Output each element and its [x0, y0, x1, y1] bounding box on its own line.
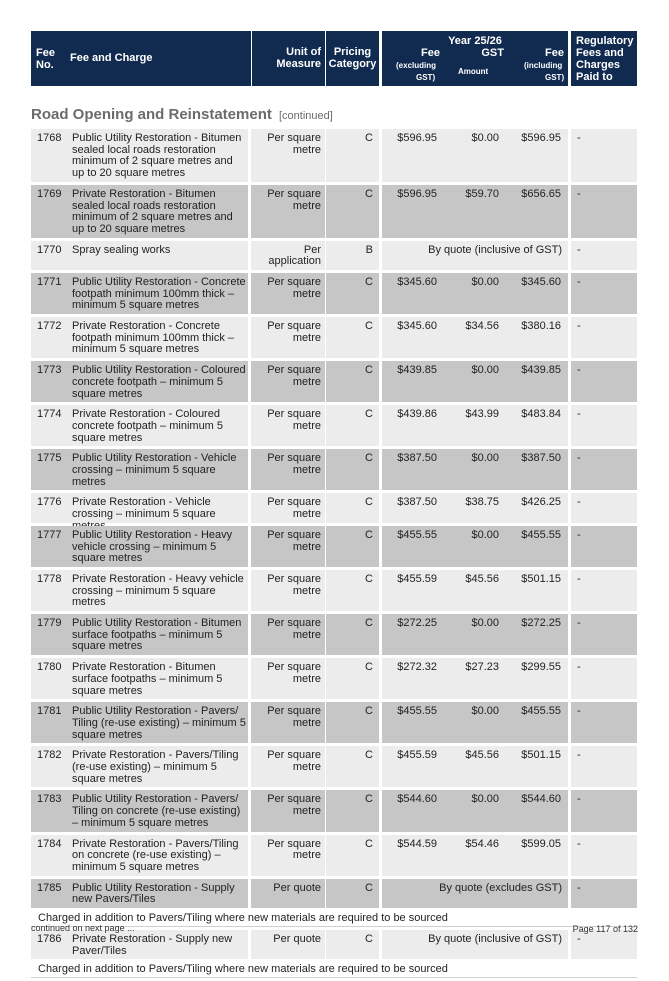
fee-incl-gst: $501.15 [521, 749, 561, 762]
pricing-category: C [326, 614, 379, 655]
gst-amount: $0.00 [471, 132, 499, 144]
table-row [31, 273, 637, 314]
fee-excl-gst: $387.50 [397, 496, 437, 509]
pricing-category: C [326, 570, 379, 611]
pricing-category: C [326, 493, 379, 522]
fee-description: Private Restoration - Bitumen surface footpaths – minimum 5 square metres [68, 658, 248, 699]
fee-incl-gst: $272.25 [521, 617, 561, 630]
row-note: Charged in addition to Pavers/Tiling where new materials are required to be sourced [31, 908, 637, 927]
year-values [382, 790, 568, 831]
fee-number: 1782 [31, 746, 68, 787]
gst-amount: $45.56 [465, 749, 499, 762]
regulatory-value: - [571, 241, 637, 270]
fee-excl-gst: $596.95 [397, 132, 437, 144]
fee-excl-gst: $455.55 [397, 528, 437, 541]
header-fee-incl-sub2: GST) [545, 73, 565, 82]
quote-text: By quote (inclusive of GST) [428, 932, 562, 945]
table-row [31, 570, 637, 611]
fee-description: Public Utility Restoration - Supply new Pavers/Tiles [68, 879, 248, 908]
unit-of-measure: Per quote [251, 930, 325, 959]
year-values [382, 930, 568, 959]
regulatory-value: - [571, 185, 637, 238]
regulatory-value: - [571, 879, 637, 908]
gst-amount: $43.99 [465, 408, 499, 421]
fee-description: Spray sealing works [68, 241, 248, 270]
pricing-category: B [326, 241, 379, 270]
fee-excl-gst: $387.50 [397, 452, 437, 465]
pricing-category: C [326, 702, 379, 743]
year-values [382, 317, 568, 358]
fee-incl-gst: $599.05 [521, 837, 561, 850]
year-values [382, 746, 568, 787]
header-year: Year 25/26 [448, 35, 502, 47]
header-pricing-line1: Pricing [333, 46, 372, 58]
fee-excl-gst: $596.95 [397, 187, 437, 200]
regulatory-value: - [571, 570, 637, 611]
fee-incl-gst: $439.85 [521, 364, 561, 377]
regulatory-value: - [571, 702, 637, 743]
fee-description: Private Restoration - Bitumen sealed local roads restoration minimum of 2 square metres and up to 20 square metres [68, 185, 248, 238]
regulatory-value: - [571, 361, 637, 402]
section-continued: [continued] [279, 110, 333, 122]
fee-table [31, 129, 637, 981]
year-values [382, 879, 568, 908]
footer-page-number: Page 117 of 132 [572, 924, 638, 934]
fee-excl-gst: $544.60 [397, 793, 437, 806]
pricing-category: C [326, 317, 379, 358]
year-values [382, 361, 568, 402]
pricing-category: C [326, 746, 379, 787]
unit-of-measure: Per square metre [251, 614, 325, 655]
regulatory-value: - [571, 746, 637, 787]
pricing-category: C [326, 658, 379, 699]
regulatory-value: - [571, 493, 637, 522]
year-values [382, 129, 568, 182]
row-note: Charged in addition to Pavers/Tiling where new materials are required to be sourced [31, 959, 637, 978]
fee-excl-gst: $544.59 [397, 837, 437, 850]
header-fee-incl-sub1: (including [524, 61, 563, 70]
fee-number: 1778 [31, 570, 68, 611]
fee-incl-gst: $483.84 [521, 408, 561, 421]
pricing-category: C [326, 930, 379, 959]
fee-description: Private Restoration - Heavy vehicle crossing – minimum 5 square metres [68, 570, 248, 611]
fee-number: 1772 [31, 317, 68, 358]
unit-of-measure: Per square metre [251, 361, 325, 402]
fee-excl-gst: $345.60 [397, 275, 437, 288]
header-year-group [382, 31, 568, 86]
header-fee-excl-sub2: GST) [416, 73, 436, 82]
header-fee-excl: Fee [421, 47, 440, 59]
fee-description: Private Restoration - Pavers/Tiling on concrete (re-use existing) – minimum 5 square metres [68, 835, 248, 876]
fee-number: 1774 [31, 405, 68, 446]
year-values [382, 614, 568, 655]
table-row [31, 614, 637, 655]
fee-description: Public Utility Restoration - Pavers/ Tiling on concrete (re-use existing) – minimum 5 square metres [68, 790, 248, 831]
fee-incl-gst: $426.25 [521, 496, 561, 509]
year-values [382, 570, 568, 611]
fee-incl-gst: $387.50 [521, 452, 561, 465]
header-fee-excl-sub1: (excluding [396, 61, 437, 70]
year-values [382, 405, 568, 446]
regulatory-value: - [571, 273, 637, 314]
fee-number: 1769 [31, 185, 68, 238]
pricing-category: C [326, 835, 379, 876]
header-fee-and-charge: Fee and Charge [66, 31, 251, 86]
fee-number: 1771 [31, 273, 68, 314]
table-row [31, 835, 637, 876]
year-values [382, 835, 568, 876]
fee-excl-gst: $345.60 [397, 320, 437, 333]
regulatory-value: - [571, 317, 637, 358]
unit-of-measure: Per square metre [251, 273, 325, 314]
fee-incl-gst: $380.16 [521, 320, 561, 333]
header-fee-incl: Fee [545, 47, 564, 59]
gst-amount: $0.00 [471, 364, 499, 377]
unit-of-measure: Per square metre [251, 185, 325, 238]
table-row [31, 185, 637, 238]
unit-of-measure: Per square metre [251, 835, 325, 876]
header-fee-no-line2: No. [36, 59, 54, 71]
table-row [31, 702, 637, 743]
pricing-category: C [326, 526, 379, 567]
fee-number: 1781 [31, 702, 68, 743]
unit-of-measure: Per square metre [251, 449, 325, 490]
regulatory-value: - [571, 449, 637, 490]
year-values [382, 526, 568, 567]
pricing-category: C [326, 879, 379, 908]
gst-amount: $0.00 [471, 793, 499, 806]
header-fee-no [31, 31, 66, 86]
pricing-category: C [326, 129, 379, 182]
unit-of-measure: Per square metre [251, 790, 325, 831]
fee-excl-gst: $272.32 [397, 661, 437, 674]
header-fee-no-line1: Fee [36, 47, 55, 59]
table-header [31, 31, 637, 86]
table-row [31, 526, 637, 567]
table-row [31, 930, 637, 959]
gst-amount: $38.75 [465, 496, 499, 509]
fee-incl-gst: $299.55 [521, 661, 561, 674]
fee-description: Private Restoration - Coloured concrete footpath – minimum 5 square metres [68, 405, 248, 446]
fee-description: Private Restoration - Vehicle crossing – minimum 5 square [68, 493, 248, 522]
fee-excl-gst: $455.59 [397, 749, 437, 762]
pricing-category: C [326, 405, 379, 446]
gst-amount: $59.70 [465, 187, 499, 200]
fee-number: 1780 [31, 658, 68, 699]
gst-amount: $27.23 [465, 661, 499, 674]
year-values [382, 449, 568, 490]
table-row [31, 879, 637, 908]
fee-description: Public Utility Restoration - Coloured concrete footpath – minimum 5 square metres [68, 361, 248, 402]
table-row [31, 241, 637, 270]
fee-description: Private Restoration - Concrete footpath minimum 100mm thick – minimum 5 square metres [68, 317, 248, 358]
fee-number: 1786 [31, 930, 68, 959]
regulatory-value: - [571, 930, 637, 959]
unit-of-measure: Per square metre [251, 129, 325, 182]
header-unit-line1: Unit of [286, 46, 321, 58]
gst-amount: $34.56 [465, 320, 499, 333]
unit-of-measure: Per square metre [251, 317, 325, 358]
table-row [31, 790, 637, 831]
unit-of-measure: Per quote [251, 879, 325, 908]
gst-amount: $45.56 [465, 572, 499, 585]
table-row [31, 449, 637, 490]
header-unit-line2: Measure [276, 58, 321, 70]
section-title: Road Opening and Reinstatement [31, 106, 272, 123]
year-values [382, 241, 568, 270]
fee-description: Public Utility Restoration - Pavers/ Tiling (re-use existing) – minimum 5 square metres [68, 702, 248, 743]
unit-of-measure: Per square metre [251, 658, 325, 699]
regulatory-value: - [571, 835, 637, 876]
fee-number: 1777 [31, 526, 68, 567]
fee-excl-gst: $439.85 [397, 364, 437, 377]
fee-incl-gst: $501.15 [521, 572, 561, 585]
unit-of-measure: Per square metre [251, 405, 325, 446]
table-row [31, 129, 637, 182]
gst-amount: $54.46 [465, 837, 499, 850]
year-values [382, 658, 568, 699]
fee-incl-gst: $544.60 [521, 793, 561, 806]
fee-number: 1783 [31, 790, 68, 831]
pricing-category: C [326, 790, 379, 831]
fee-number: 1779 [31, 614, 68, 655]
header-regulatory-line3: Charges [576, 59, 621, 71]
fee-description: Public Utility Restoration - Heavy vehicle crossing – minimum 5 square metres [68, 526, 248, 567]
pricing-category: C [326, 273, 379, 314]
fee-number: 1776 [31, 493, 68, 522]
unit-of-measure: Per square metre [251, 493, 325, 522]
fee-description: Public Utility Restoration - Bitumen sealed local roads restoration minimum of 2 square metres and up to 20 square metres [68, 129, 248, 182]
header-gst-sub: Amount [458, 67, 489, 76]
header-unit-of-measure [252, 31, 325, 86]
header-regulatory-line2: Fees and [576, 47, 624, 59]
fee-description: Private Restoration - Pavers/Tiling (re-use existing) – minimum 5 square metres [68, 746, 248, 787]
regulatory-value: - [571, 129, 637, 182]
regulatory-value: - [571, 658, 637, 699]
fee-excl-gst: $455.59 [397, 572, 437, 585]
fee-excl-gst: $272.25 [397, 617, 437, 630]
header-pricing-category [326, 31, 379, 86]
year-values [382, 185, 568, 238]
unit-of-measure: Per application [251, 241, 325, 270]
fee-incl-gst: $455.55 [521, 528, 561, 541]
table-row [31, 405, 637, 446]
fee-number: 1773 [31, 361, 68, 402]
header-regulatory-line4: Paid to [576, 71, 613, 83]
year-values [382, 493, 568, 522]
fee-number: 1768 [31, 129, 68, 182]
fee-incl-gst: $596.95 [521, 132, 561, 144]
regulatory-value: - [571, 614, 637, 655]
regulatory-value: - [571, 790, 637, 831]
fee-description: Public Utility Restoration - Vehicle crossing – minimum 5 square metres [68, 449, 248, 490]
table-row [31, 658, 637, 699]
header-pricing-line2: Category [328, 58, 377, 70]
unit-of-measure: Per square metre [251, 702, 325, 743]
unit-of-measure: Per square metre [251, 746, 325, 787]
header-regulatory [571, 31, 637, 86]
fee-incl-gst: $455.55 [521, 705, 561, 718]
table-row [31, 317, 637, 358]
year-values [382, 273, 568, 314]
regulatory-value: - [571, 405, 637, 446]
footer-continued: continued on next page ... [31, 923, 135, 933]
fee-number: 1784 [31, 835, 68, 876]
fee-description: Public Utility Restoration - Concrete footpath minimum 100mm thick – minimum 5 square metres [68, 273, 248, 314]
quote-text: By quote (excludes GST) [439, 881, 562, 894]
fee-number: 1775 [31, 449, 68, 490]
gst-amount: $0.00 [471, 275, 499, 288]
pricing-category: C [326, 185, 379, 238]
fee-incl-gst: $656.65 [521, 187, 561, 200]
fee-number: 1770 [31, 241, 68, 270]
table-row [31, 361, 637, 402]
fee-excl-gst: $439.86 [397, 408, 437, 421]
header-gst: GST [481, 47, 504, 59]
header-regulatory-line1: Regulatory [576, 35, 634, 47]
gst-amount: $0.00 [471, 452, 499, 465]
year-values [382, 702, 568, 743]
gst-amount: $0.00 [471, 705, 499, 718]
fee-description: Public Utility Restoration - Bitumen surface footpaths – minimum 5 square metres [68, 614, 248, 655]
gst-amount: $0.00 [471, 528, 499, 541]
pricing-category: C [326, 361, 379, 402]
table-row [31, 746, 637, 787]
fee-description: Private Restoration - Supply new Paver/Tiles [68, 930, 248, 959]
fee-incl-gst: $345.60 [521, 275, 561, 288]
pricing-category: C [326, 449, 379, 490]
unit-of-measure: Per square metre [251, 570, 325, 611]
table-row [31, 493, 637, 522]
quote-text: By quote (inclusive of GST) [428, 243, 562, 256]
unit-of-measure: Per square metre [251, 526, 325, 567]
fee-number: 1785 [31, 879, 68, 908]
gst-amount: $0.00 [471, 617, 499, 630]
regulatory-value: - [571, 526, 637, 567]
fee-excl-gst: $455.55 [397, 705, 437, 718]
